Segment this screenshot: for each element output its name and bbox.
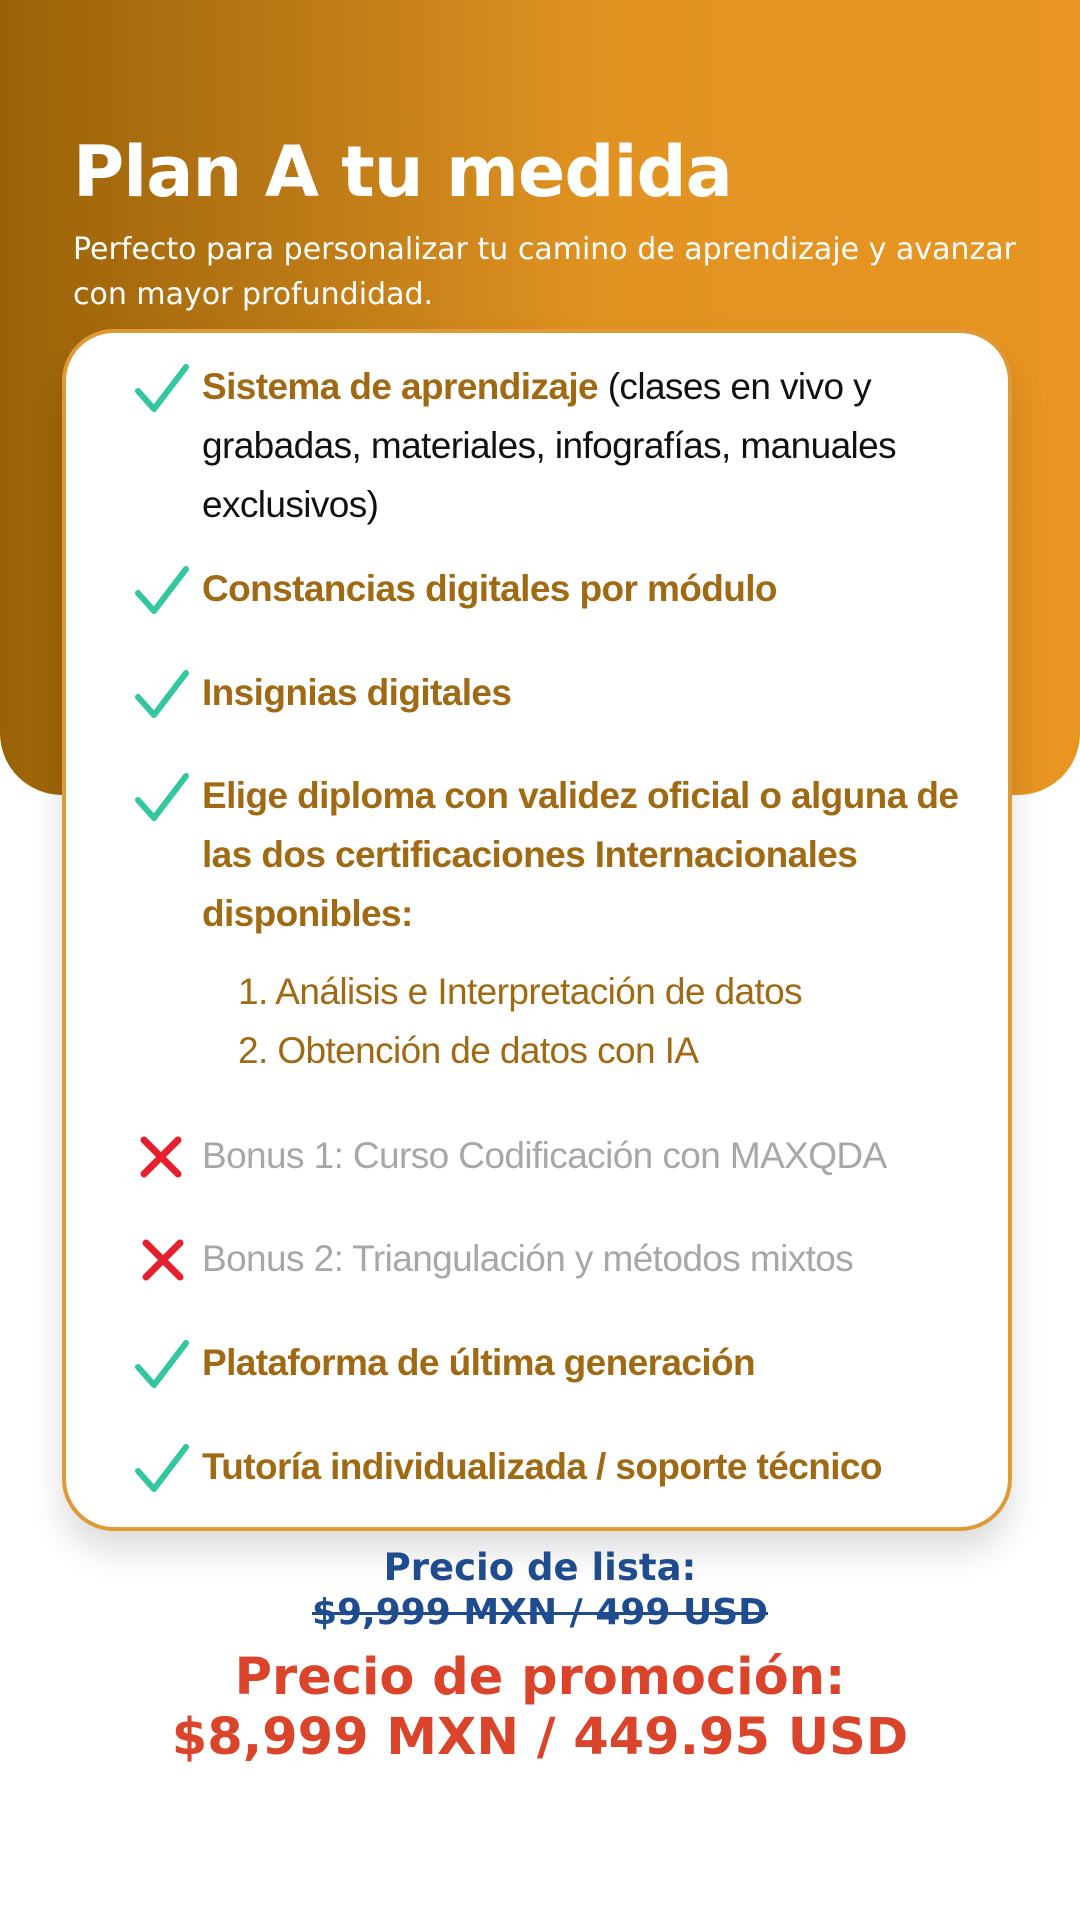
cross-icon [134, 1233, 190, 1289]
promo-price-label: Precio de promoción: [234, 1648, 846, 1707]
feature-text: Tutoría individualizada / soporte técnico [202, 1446, 882, 1487]
feature-text: Bonus 2: Triangulación y métodos mixtos [202, 1238, 854, 1279]
check-icon [134, 1441, 190, 1497]
feature-text: Insignias digitales [202, 672, 512, 713]
feature-text: Constancias digitales por módulo [202, 568, 777, 609]
feature-text: Sistema de aprendizaje (clases en vivo y grabadas, materiales, infografías, manuales exclusivos) [202, 366, 897, 525]
pricing-section [0, 1545, 1080, 1768]
list-price-label: Precio de lista: [383, 1546, 697, 1589]
check-icon [134, 667, 190, 723]
list-item: 2. Obtención de datos con IA [238, 1030, 699, 1071]
certification-list [238, 962, 958, 1080]
promo-price: $8,999 MXN / 449.95 USD [171, 1708, 909, 1767]
check-icon [134, 563, 190, 619]
check-icon [134, 361, 190, 417]
list-item: 1. Análisis e Interpretación de datos [238, 971, 803, 1012]
features-card [62, 329, 1012, 1531]
page-title: Plan A tu medida [73, 131, 732, 213]
cross-icon [134, 1130, 190, 1186]
page-subtitle: Perfecto para personalizar tu camino de aprendizaje y avanzar con mayor profundidad. [73, 232, 1016, 312]
list-price: $9,999 MXN / 499 USD [311, 1592, 769, 1633]
check-icon [134, 1337, 190, 1393]
feature-text: Elige diploma con validez oficial o alguna de las dos certificaciones Internacionales disponibles: [202, 775, 959, 934]
check-icon [134, 770, 190, 826]
feature-text: Plataforma de última generación [202, 1342, 756, 1383]
feature-text: Bonus 1: Curso Codificación con MAXQDA [202, 1135, 887, 1176]
